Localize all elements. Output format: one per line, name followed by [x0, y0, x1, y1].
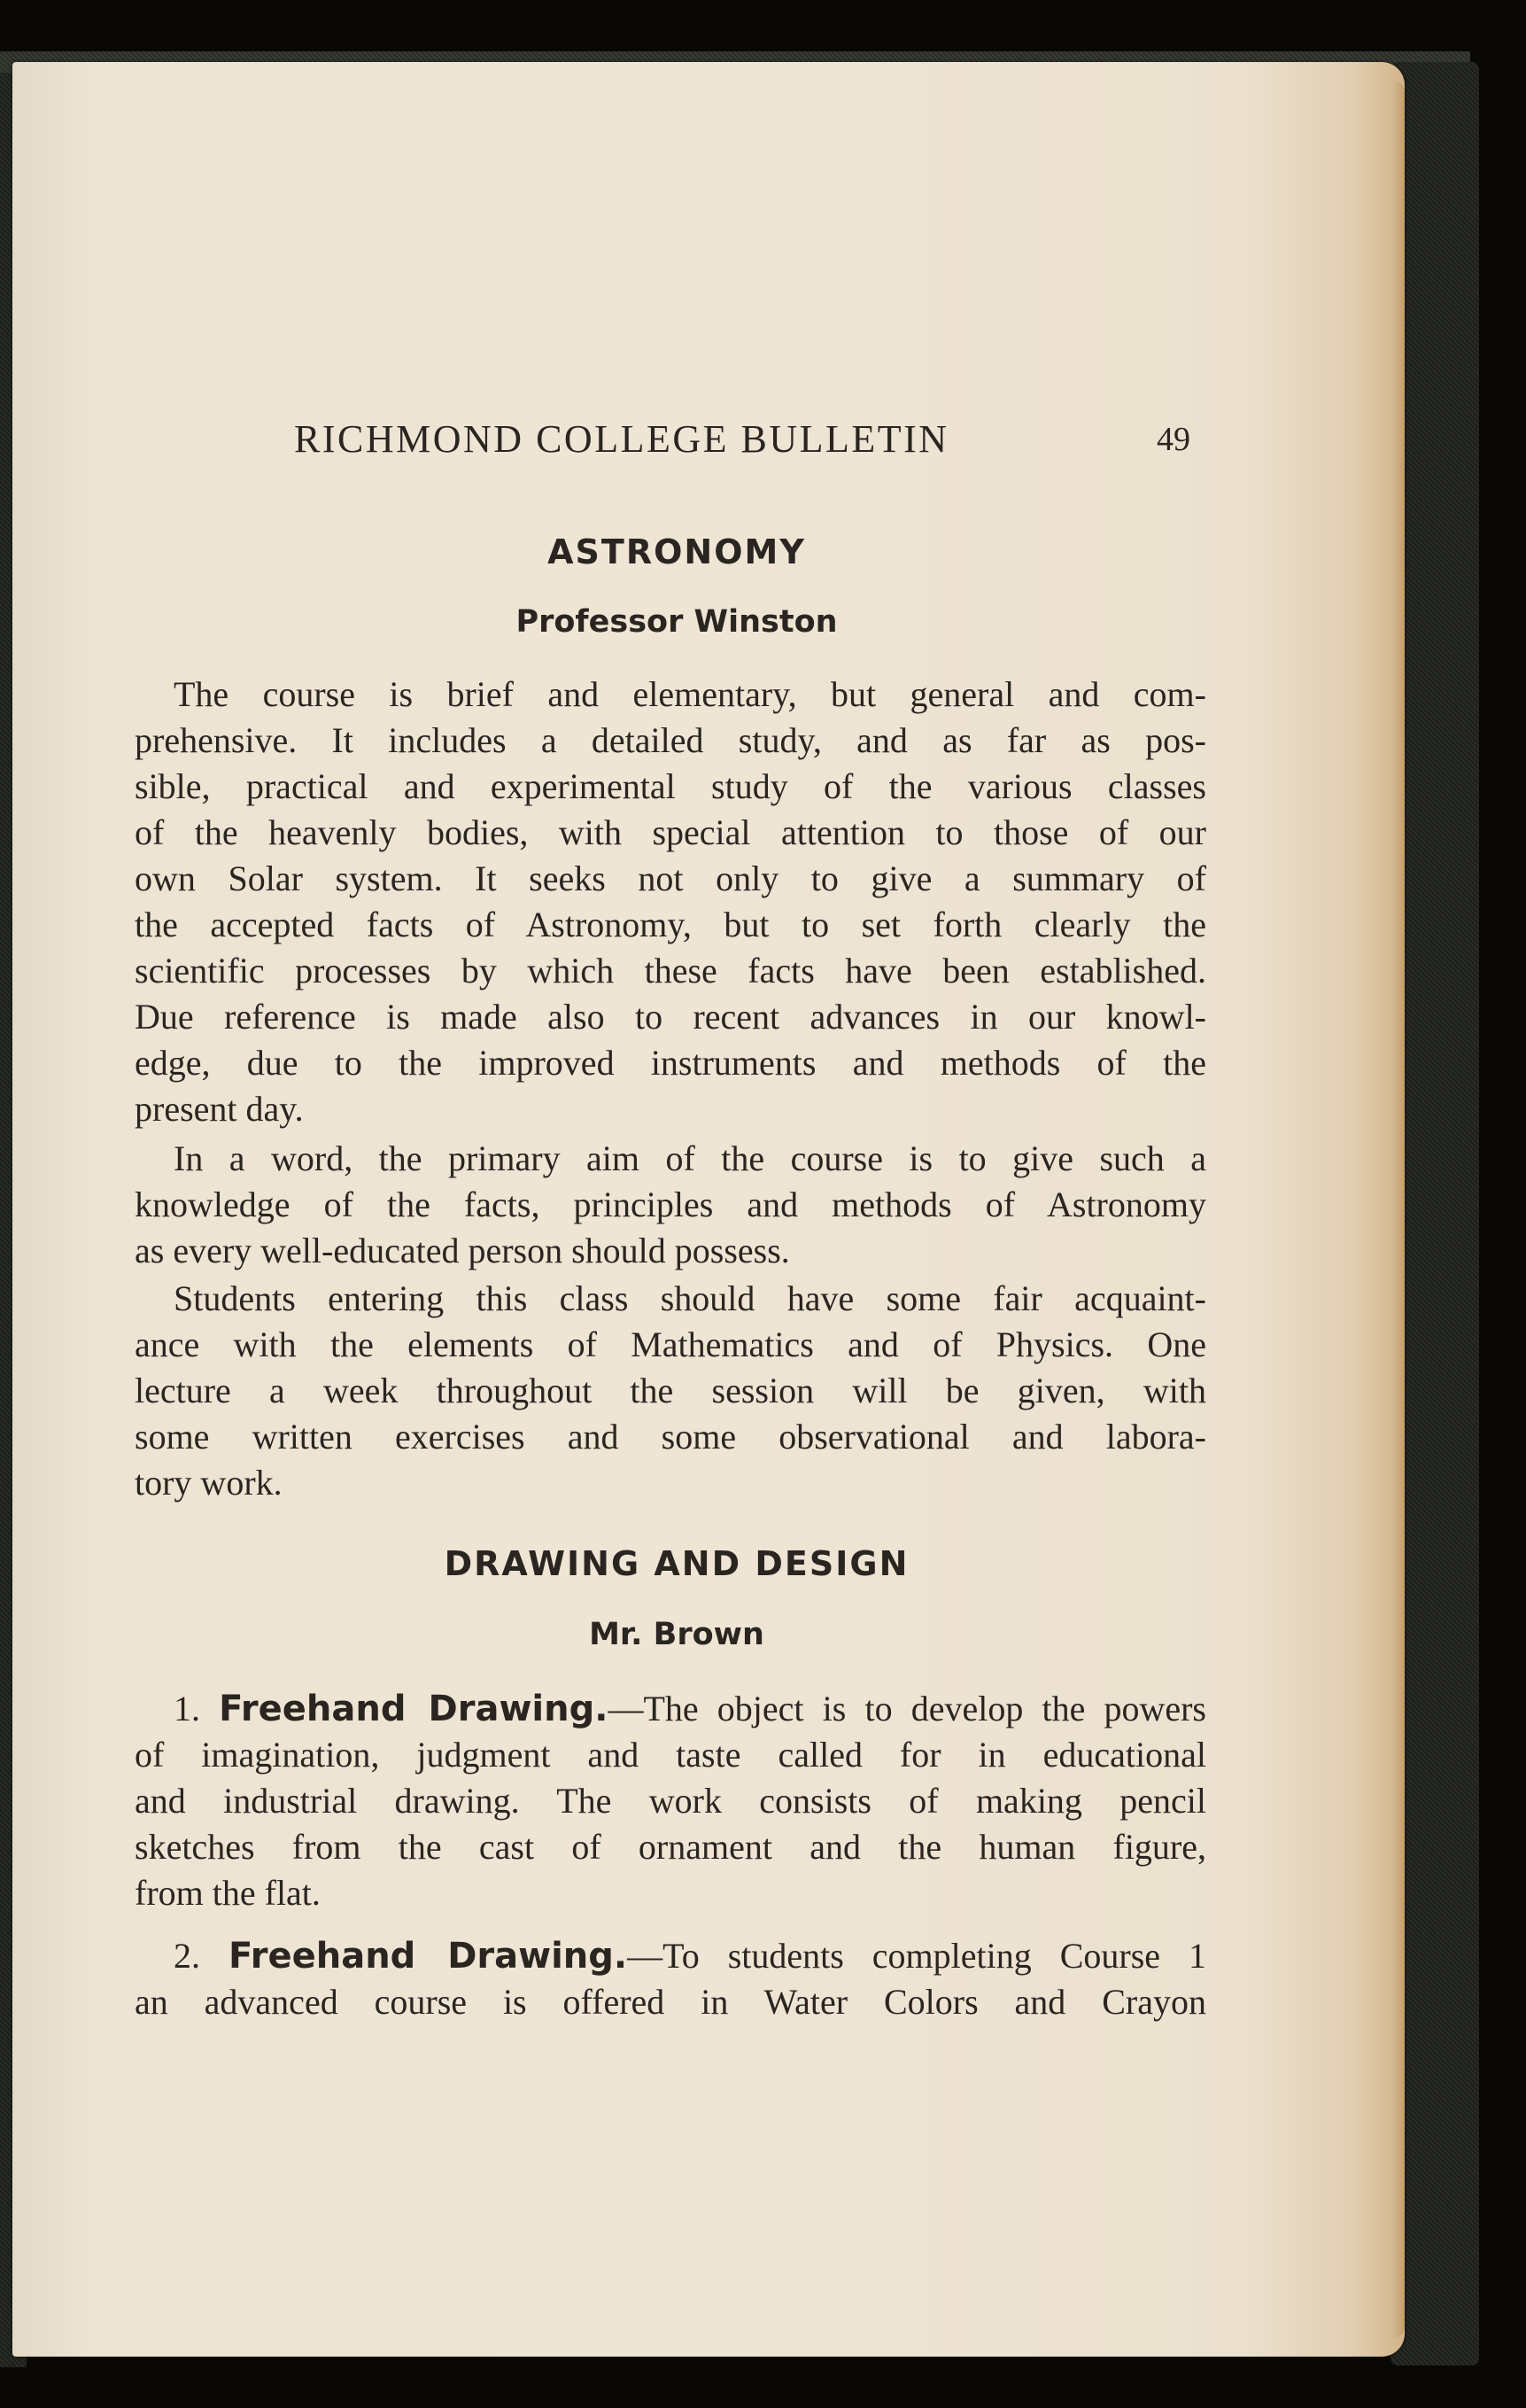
book-page	[12, 62, 1405, 2357]
text-line: Due reference is made also to recent advances in our knowl-	[135, 997, 1206, 1037]
text-line: and industrial drawing. The work consists of making pencil	[135, 1781, 1206, 1821]
course-title: Freehand Drawing.	[228, 1936, 628, 1977]
text-line: In a word, the primary aim of the course is to give such a	[174, 1138, 1206, 1178]
instructor-astronomy: Professor Winston	[515, 604, 838, 640]
running-head: RICHMOND COLLEGE BULLETIN	[294, 417, 949, 461]
astronomy-paragraph-1	[135, 672, 1206, 1132]
text-line: the accepted facts of Astronomy, but to set forth clearly the	[135, 905, 1206, 944]
text-line: own Solar system. It seeks not only to give a summary of	[135, 858, 1206, 898]
text-line: some written exercises and some observational and labora-	[135, 1417, 1206, 1456]
text-line: from the flat.	[135, 1873, 321, 1913]
text-line: present day.	[135, 1089, 304, 1129]
text-line: tory work.	[135, 1463, 283, 1503]
course-first-line	[135, 1933, 1206, 1979]
text-line: prehensive. It includes a detailed study, and as far as pos-	[135, 720, 1206, 760]
text-line: The course is brief and elementary, but general and com-	[174, 674, 1206, 714]
course-number: 1.	[174, 1689, 200, 1728]
drawing-course-2	[135, 1933, 1206, 2025]
text-line: as every well-educated person should possess.	[135, 1231, 790, 1270]
astronomy-paragraph-3	[135, 1276, 1206, 1506]
page-edge-shadow	[1392, 80, 1405, 2339]
astronomy-paragraph-2	[135, 1136, 1206, 1274]
text-line: an advanced course is offered in Water Colors and Crayon	[135, 1982, 1206, 2022]
course-first-line-text: —The object is to develop the powers	[608, 1689, 1206, 1728]
drawing-course-1	[135, 1686, 1206, 1916]
section-heading-astronomy: ASTRONOMY	[547, 532, 806, 571]
text-line: knowledge of the facts, principles and methods of Astronomy	[135, 1185, 1206, 1224]
course-number: 2.	[174, 1936, 200, 1976]
section-heading-drawing: DRAWING AND DESIGN	[444, 1544, 910, 1583]
text-line: scientific processes by which these facts have been established.	[135, 951, 1206, 990]
text-line: sketches from the cast of ornament and the human figure,	[135, 1827, 1206, 1867]
text-line: Students entering this class should have some fair acquaint-	[174, 1278, 1206, 1318]
course-first-line	[135, 1686, 1206, 1732]
text-line: of imagination, judgment and taste called for in educational	[135, 1735, 1206, 1775]
course-title: Freehand Drawing.	[219, 1689, 608, 1729]
instructor-drawing: Mr. Brown	[589, 1617, 764, 1652]
text-line: lecture a week throughout the session will be given, with	[135, 1371, 1206, 1410]
text-line: edge, due to the improved instruments and methods of the	[135, 1043, 1206, 1083]
text-line: of the heavenly bodies, with special attention to those of our	[135, 812, 1206, 852]
course-first-line-text: —To students completing Course 1	[627, 1936, 1206, 1976]
page-number: 49	[1157, 421, 1190, 458]
text-line: ance with the elements of Mathematics and of Physics. One	[135, 1324, 1206, 1364]
text-line: sible, practical and experimental study of the various classes	[135, 766, 1206, 806]
